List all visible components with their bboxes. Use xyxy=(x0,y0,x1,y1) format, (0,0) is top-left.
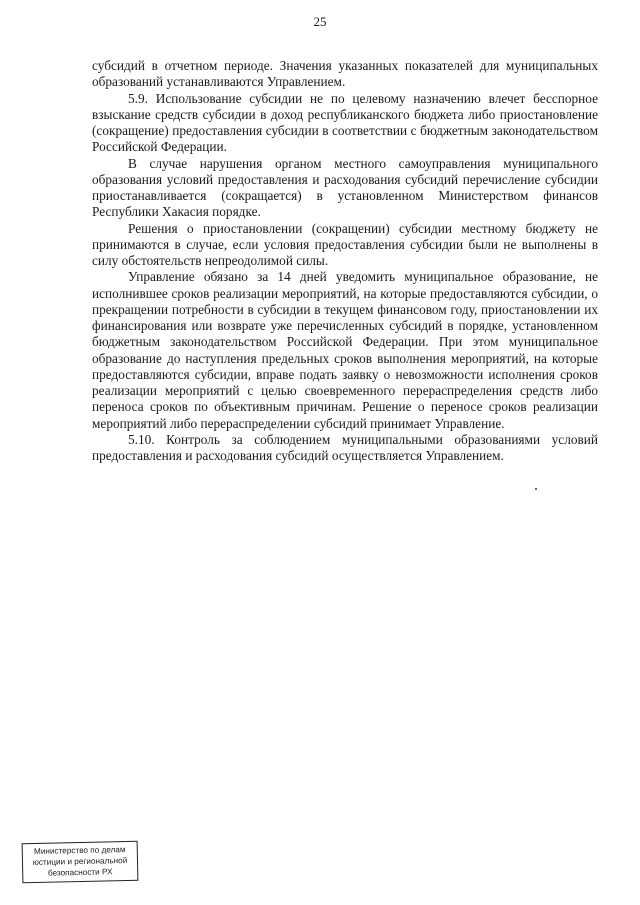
paragraph-5-9: 5.9. Использование субсидии не по целевому назначению влечет бесспорное взыскание средств субсидии в доход республиканского бюджета либо приостановление (сокращение) предоставления субсидии в соответствии с бюджетным законодательством Российской Федерации. xyxy=(92,90,598,155)
paragraph-violation: В случае нарушения органом местного самоуправления муниципального образования условий предоставления и расходования субсидий перечисление субсидии приостанавливается (сокращается) в установленном Министерством финансов Республики Хакасия порядке. xyxy=(92,155,598,220)
paragraph-continuation: субсидий в отчетном периоде. Значения указанных показателей для муниципальных образований устанавливаются Управлением. xyxy=(92,58,598,90)
paragraph-5-10: 5.10. Контроль за соблюдением муниципальными образованиями условий предоставления и расходования субсидий осуществляется Управлением. xyxy=(92,431,598,463)
document-body xyxy=(92,58,598,464)
paragraph-notification: Управление обязано за 14 дней уведомить муниципальное образование, не исполнившее сроков реализации мероприятий, на которые предоставляются субсидии, о прекращении потребности в субсидии в текущем финансовом году, приостановлении их финансирования или возврате уже перечисленных субсидий в порядке, установленном бюджетным законодательством Российской Федерации. При этом муниципальное образование до наступления предельных сроков выполнения мероприятий, на которые предоставляются субсидии, вправе подать заявку о невозможности исполнения сроков реализации мероприятий с целью своевременного перераспределения средств либо переноса сроков по объективным причинам. Решение о переносе сроков реализации мероприятий либо перераспределении субсидий принимает Управление. xyxy=(92,269,598,431)
stamp-line-1: Министерство по делам xyxy=(33,845,126,856)
stamp-line-2: юстиции и региональной xyxy=(32,856,128,867)
stamp-line-3: безопасности РХ xyxy=(47,867,113,878)
page-number: 25 xyxy=(313,14,327,29)
stray-mark xyxy=(535,488,537,490)
paragraph-force-majeure: Решения о приостановлении (сокращении) субсидии местному бюджету не принимаются в случае, если условия предоставления субсидии были не выполнены в силу обстоятельств непреодолимой силы. xyxy=(92,220,598,268)
ministry-stamp xyxy=(22,841,139,883)
